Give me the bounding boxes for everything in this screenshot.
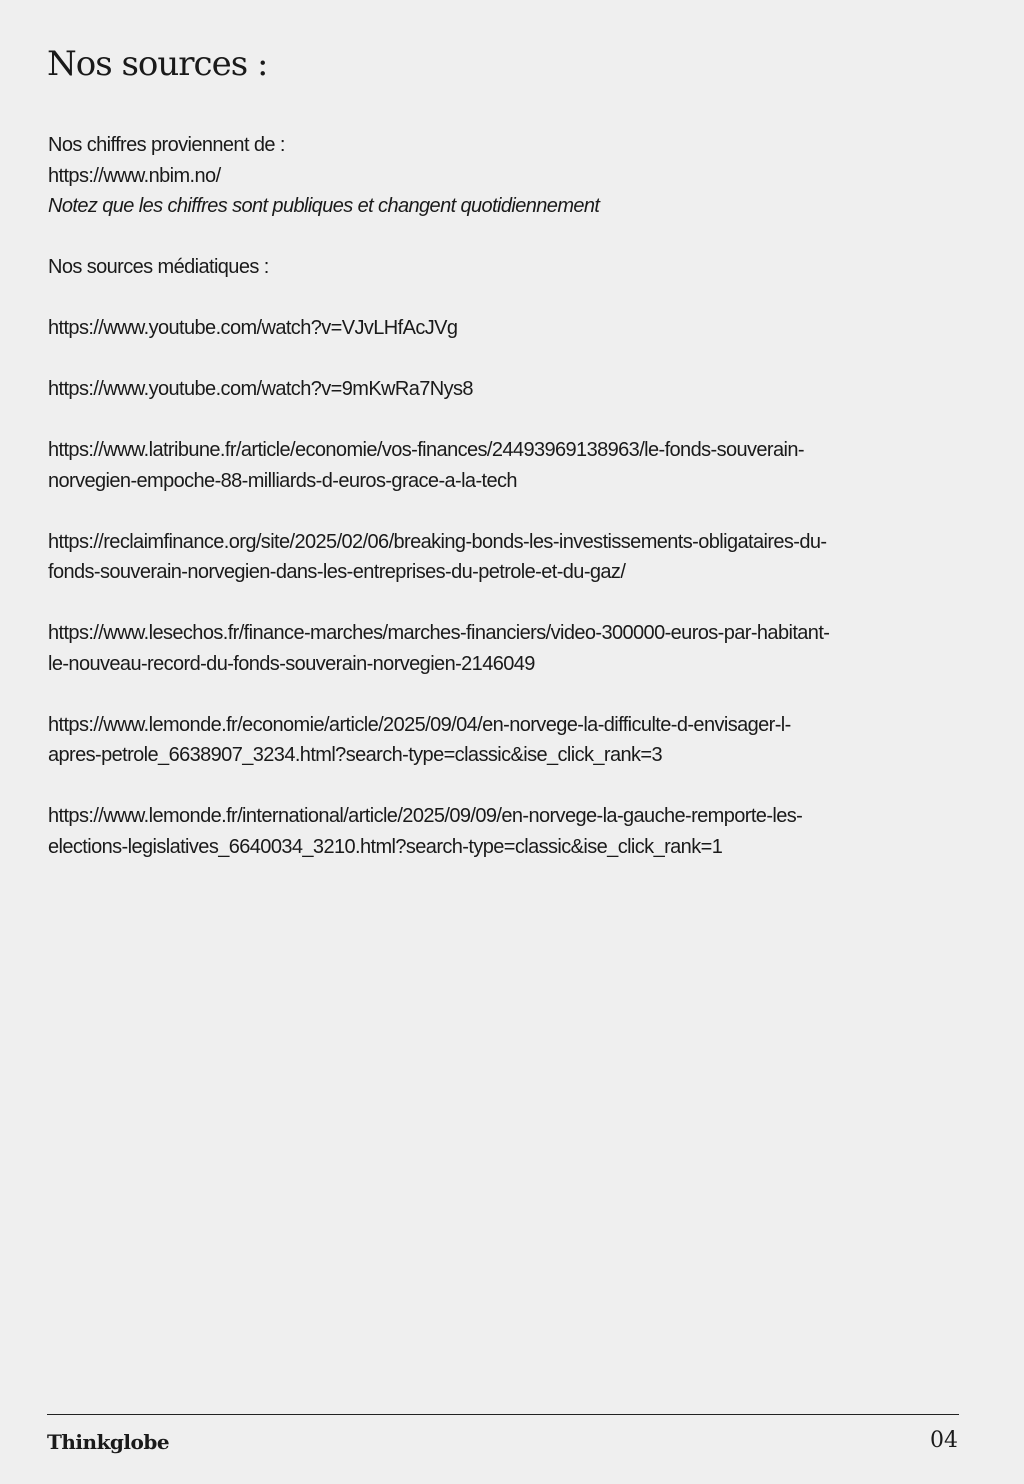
- media-source-link[interactable]: [48, 374, 998, 405]
- link-text: le-nouveau-record-du-fonds-souverain-norvegien-2146049: [48, 652, 535, 675]
- footer-divider: [47, 1414, 959, 1415]
- figures-intro: Nos chiffres proviennent de :: [48, 134, 285, 156]
- link-text: https://www.lemonde.fr/economie/article/2025/09/04/en-norvege-la-difficulte-d-envisager-l-: [48, 713, 791, 736]
- sources-content: [48, 130, 998, 893]
- link-text: https://www.youtube.com/watch?v=VJvLHfAcJVg: [48, 317, 458, 339]
- media-source-link[interactable]: [48, 527, 998, 588]
- link-text: https://www.youtube.com/watch?v=9mKwRa7Nys8: [48, 378, 473, 400]
- media-source-link[interactable]: [48, 801, 998, 862]
- figures-note: Notez que les chiffres sont publiques et changent quotidiennement: [48, 195, 600, 217]
- spacer: [48, 283, 998, 314]
- link-text: https://www.lemonde.fr/international/article/2025/09/09/en-norvege-la-gauche-remporte-les-: [48, 805, 803, 827]
- media-source-link[interactable]: [48, 618, 998, 679]
- link-text: https://www.lesechos.fr/finance-marches/marches-financiers/video-300000-euros-par-habitant-: [48, 622, 830, 644]
- link-text: apres-petrole_6638907_3234.html?search-type=classic&ise_click_rank=3: [48, 744, 663, 766]
- spacer: [48, 222, 998, 253]
- page-title: Nos sources :: [47, 44, 268, 84]
- link-text: fonds-souverain-norvegien-dans-les-entreprises-du-petrole-et-du-gaz/: [48, 561, 626, 583]
- media-heading: Nos sources médiatiques :: [48, 256, 269, 278]
- footer-brand: Thinkglobe: [47, 1430, 170, 1454]
- link-text: https://reclaimfinance.org/site/2025/02/06/breaking-bonds-les-investissements-obligataires-du-: [48, 530, 827, 553]
- link-text: norvegien-empoche-88-milliards-d-euros-grace-a-la-tech: [48, 469, 517, 492]
- link-text: https://www.latribune.fr/article/economie/vos-finances/24493969138963/le-fonds-souverain-: [48, 439, 804, 461]
- media-source-link[interactable]: [48, 313, 998, 344]
- media-source-link[interactable]: [48, 710, 998, 771]
- nbim-link[interactable]: https://www.nbim.no/: [48, 164, 221, 187]
- page-number: 04: [930, 1428, 958, 1453]
- media-links-list: [48, 313, 998, 862]
- media-source-link[interactable]: [48, 435, 998, 496]
- link-text: elections-legislatives_6640034_3210.html?search-type=classic&ise_click_rank=1: [48, 835, 723, 858]
